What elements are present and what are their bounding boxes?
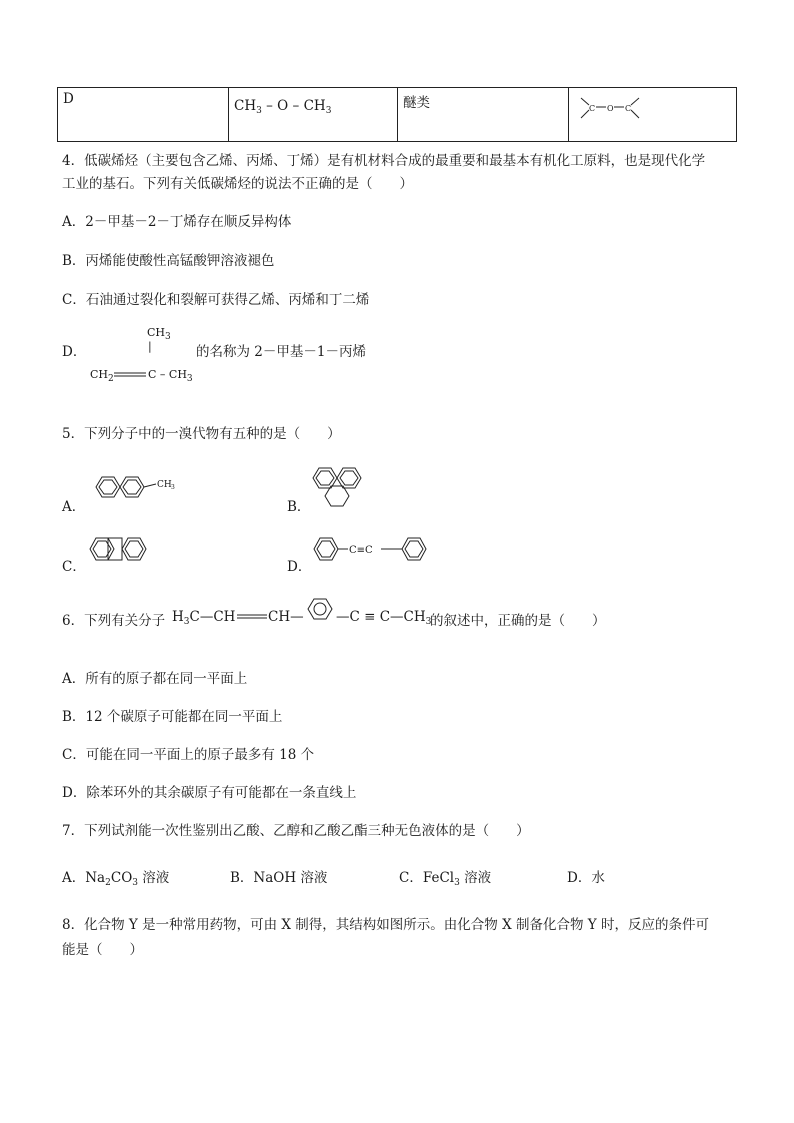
q6-option-b: B．12 个碳原子可能都在同一平面上 xyxy=(62,709,283,725)
q4-option-c: C．石油通过裂化和裂解可获得乙烯、丙烯和丁二烯 xyxy=(62,292,370,308)
formula-cell xyxy=(229,88,398,142)
q5-option-a-label: A． xyxy=(62,499,86,515)
q8-stem-line2: 能是（ ） xyxy=(62,942,143,958)
q5-a-ch: CH xyxy=(157,480,172,490)
q6-mol-right: —C ≡ $C—CH_3$ xyxy=(336,609,432,627)
q4-struct-top: $CH_3$ xyxy=(147,326,171,342)
q7-option-d: D．水 xyxy=(567,870,605,886)
q5-option-c-label: C． xyxy=(62,559,86,575)
q4-option-b: B．丙烯能使酸性高锰酸钾溶液褪色 xyxy=(62,253,275,269)
q7-option-a: A．$Na_2CO_3$ 溶液 xyxy=(62,870,170,888)
row-label-cell xyxy=(58,88,229,142)
q5-d-triple-bond: C≡C xyxy=(349,545,373,556)
q6-option-a: A．所有的原子都在同一平面上 xyxy=(62,671,248,687)
q4-option-d-label: D． xyxy=(62,344,87,360)
table-row xyxy=(58,88,737,142)
q6-stem-post: 的叙述中，正确的是（ ） xyxy=(430,613,606,629)
q6-mol-ch: CH— xyxy=(268,609,304,625)
q4-struct-bar: | xyxy=(148,340,152,353)
q4-struct-left: $CH_2$ xyxy=(90,368,114,384)
q8-stem-line1: 8．化合物 Y 是一种常用药物，可由 X 制得，其结构如图所示。由化合物 X 制备化合物 Y 时，反应的条件可 xyxy=(62,917,709,933)
struct-c2: C xyxy=(625,104,632,113)
q6-mol-left: $H_3C—CH$ xyxy=(172,609,236,627)
q4-struct-right: C – $CH_3$ xyxy=(148,368,193,384)
q5-option-d-label: D． xyxy=(287,559,312,575)
q6-stem-pre: 6．下列有关分子 xyxy=(62,613,166,629)
q7-stem: 7．下列试剂能一次性鉴别出乙酸、乙醇和乙酸乙酯三种无色液体的是（ ） xyxy=(62,823,530,839)
q4-stem-line2: 工业的基石。下列有关低碳烯烃的说法不正确的是（ ） xyxy=(62,176,413,192)
q5-option-b-label: B． xyxy=(287,499,311,515)
q6-option-d: D．除苯环外的其余碳原子有可能都在一条直线上 xyxy=(62,785,357,801)
q4-stem-line1: 4．低碳烯烃（主要包含乙烯、丙烯、丁烯）是有机材料合成的最重要和最基本有机化工原料，也是现代化学 xyxy=(62,153,706,169)
classification-table xyxy=(57,87,737,142)
row-label: D xyxy=(63,91,74,107)
ether-formula xyxy=(234,98,392,116)
q5-a-ch-sub: 3 xyxy=(171,484,175,491)
q4-option-a: A．2－甲基－2－丁烯存在顺反异构体 xyxy=(62,214,292,230)
ether-functional-group-structure xyxy=(579,92,649,132)
formula-ch-right: CH xyxy=(303,98,326,114)
q7-option-b: B．NaOH 溶液 xyxy=(230,870,328,886)
q7-option-c: C．FeCl$_3$ 溶液 xyxy=(399,870,492,888)
class-name: 醚类 xyxy=(403,95,430,111)
q5-a-methylnaphthalene-structure xyxy=(88,472,188,512)
q5-d-diphenylacetylene-structure xyxy=(312,535,442,575)
structure-cell xyxy=(569,88,737,142)
formula-sub-left: 3 xyxy=(256,106,262,116)
formula-sub-right: 3 xyxy=(325,106,332,116)
q6-benzene-ring xyxy=(306,598,336,628)
q4-option-d-text: 的名称为 2－甲基－1－丙烯 xyxy=(196,344,366,360)
struct-c1: C xyxy=(589,104,596,113)
q5-stem: 5．下列分子中的一溴代物有五种的是（ ） xyxy=(62,426,341,442)
struct-o: O xyxy=(607,104,614,113)
class-cell xyxy=(398,88,569,142)
q6-option-c: C．可能在同一平面上的原子最多有 18 个 xyxy=(62,747,315,763)
q5-c-biphenylene-structure xyxy=(88,535,168,575)
q5-b-dihydrophenanthrene-structure xyxy=(312,464,392,514)
formula-ch-left: CH xyxy=(234,98,257,114)
formula-oxygen: – O – xyxy=(261,98,304,114)
